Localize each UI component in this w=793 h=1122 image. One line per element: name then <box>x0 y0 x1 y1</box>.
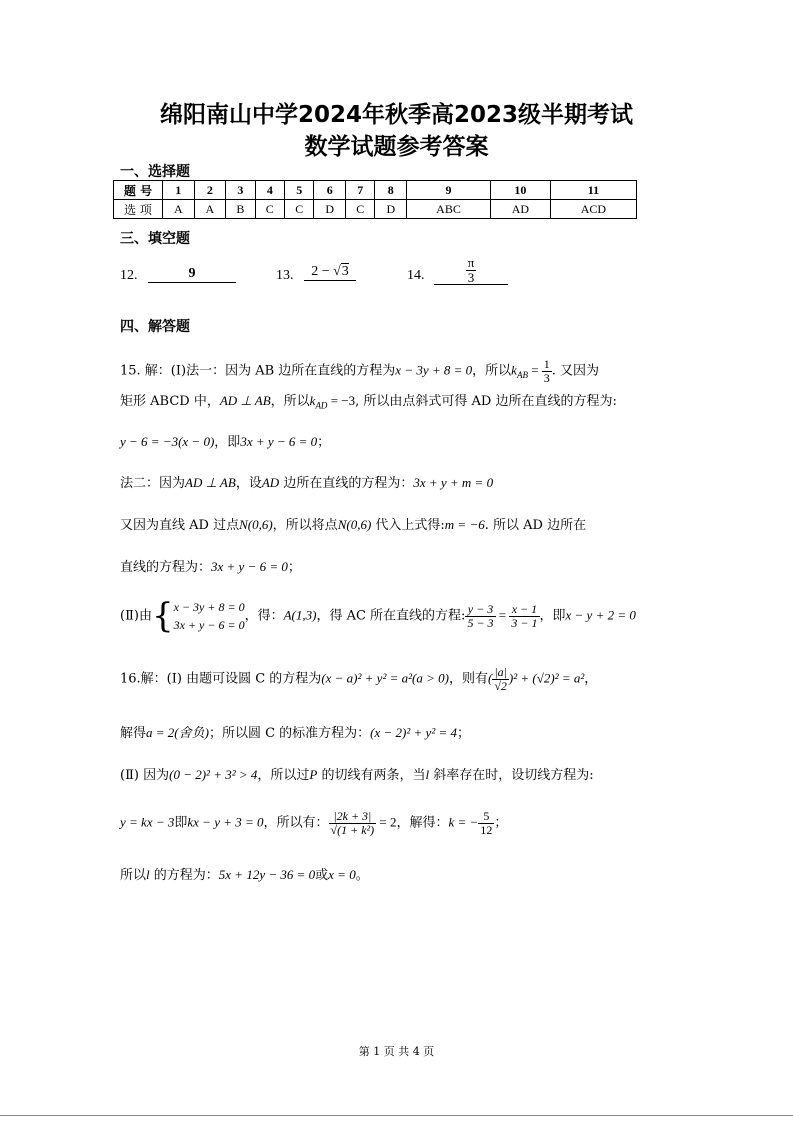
q15-frac-den: 5 − 3 <box>467 615 494 630</box>
q15-m-value: m = −6 <box>444 517 485 532</box>
q16-text: 所以 <box>120 868 147 883</box>
q16-text: ，所以过 <box>257 768 310 783</box>
q15-eq-ab: x − 3y + 8 = 0 <box>395 362 473 378</box>
q16-inequality: (0 − 2)² + 3² > 4 <box>169 767 258 782</box>
q15-frac-num: y − 3 <box>467 601 494 616</box>
q15-frac-den: 3 − 1 <box>511 615 538 630</box>
q16-text: 或 <box>315 868 329 883</box>
q15-line1 <box>120 358 599 384</box>
answer-cell: B <box>226 200 255 219</box>
question-number: 1 <box>163 181 195 200</box>
q15-text: ，所以 <box>472 363 512 379</box>
q15-text: ； <box>317 435 331 450</box>
q16-text: ； <box>494 815 508 831</box>
q15-line2 <box>120 390 617 411</box>
q16-expr: ( <box>487 670 493 686</box>
q16-text: ，则有 <box>448 671 488 687</box>
q15-frac-num: 1 <box>543 357 550 371</box>
q15-text: , 所以由点斜式可得 AD 边所在直线的方程为: <box>355 394 617 409</box>
q15-slope-subscript: AD <box>315 400 328 411</box>
q16-frac-den: √2 <box>494 678 507 693</box>
q15-line7 <box>120 598 636 634</box>
page-footer: 第 1 页 共 4 页 <box>358 1045 435 1058</box>
row-label-number: 题 号 <box>114 181 163 200</box>
q15-text: ，即 <box>214 435 241 450</box>
q15-point-slope-eq: y − 6 = −3(x − 0) <box>120 434 215 449</box>
q15-text: (Ⅱ)由 <box>120 608 152 624</box>
q16-line2 <box>120 722 470 741</box>
q15-text: ，所以将点 <box>272 518 338 533</box>
q16-frac-num: |2k + 3| <box>333 809 372 823</box>
q16-frac-den: 12 <box>480 822 493 837</box>
answer-cell: D <box>375 200 407 219</box>
q15-line5 <box>120 514 586 533</box>
answer-cell: A <box>163 200 195 219</box>
q16-line3 <box>120 764 594 783</box>
q15-text: ，设 <box>235 476 262 491</box>
system-brace: { <box>151 596 174 636</box>
q15-ad-eq: 3x + y − 6 = 0 <box>211 559 288 574</box>
q16-text: ，解得： <box>396 815 449 831</box>
q16-tangent-general: kx − y + 3 = 0 <box>187 814 264 830</box>
q13-answer: 2 − √3 <box>304 264 356 281</box>
q15-slope-symbol: k <box>309 393 316 408</box>
q15-system-eq1: x − 3y + 8 = 0 <box>173 600 245 614</box>
q16-text: 。 <box>355 868 369 883</box>
q16-text: 斜率存在时，设切线方程为: <box>429 768 594 783</box>
q15-ad-general-eq: 3x + y + m = 0 <box>413 475 494 490</box>
q12-answer: 9 <box>148 266 236 283</box>
q16-standard-eq: (x − 2)² + y² = 4 <box>370 725 457 740</box>
question-number: 10 <box>490 181 550 200</box>
q15-equals: = <box>495 607 510 623</box>
q14-label: 14. <box>407 268 425 283</box>
question-number: 6 <box>314 181 346 200</box>
answer-table-number-row <box>114 181 637 200</box>
q16-equals-two: = 2 <box>376 814 397 830</box>
answer-cell: C <box>346 200 375 219</box>
question-number: 2 <box>194 181 226 200</box>
q15-text: 又因为直线 AD 过点 <box>120 518 240 533</box>
q15-text: ，得 AC 所在直线的方程: <box>316 608 466 624</box>
q16-answer-eq1: 5x + 12y − 36 = 0 <box>218 867 316 882</box>
q16-text: 解得 <box>120 726 147 741</box>
answer-cell: AD <box>490 200 550 219</box>
q15-line6 <box>120 556 301 575</box>
q14-denominator: 3 <box>467 269 475 285</box>
q15-text: ，所以 <box>270 394 310 409</box>
question-number: 4 <box>255 181 284 200</box>
q15-line3 <box>120 431 330 450</box>
q16-line-l: l <box>425 767 430 782</box>
q15-text: 法二：因为 <box>120 476 186 491</box>
q16-frac-num: 5 <box>483 809 490 823</box>
q15-line4 <box>120 472 493 491</box>
section-heading-solutions: 四、解答题 <box>120 319 190 335</box>
q15-equals: = <box>527 362 542 378</box>
q15-text: 矩形 ABCD 中， <box>120 394 220 409</box>
answer-table-option-row <box>114 200 637 219</box>
page-bottom-rule <box>0 1115 793 1116</box>
q16-text: 16.解：(Ⅰ) 由题可设圆 C 的方程为 <box>120 671 322 687</box>
question-number: 9 <box>407 181 491 200</box>
answer-cell: ABC <box>407 200 491 219</box>
question-number: 5 <box>285 181 314 200</box>
question-number: 3 <box>226 181 255 200</box>
q15-ac-eq: x − y + 2 = 0 <box>565 607 636 623</box>
q16-line4 <box>120 810 507 836</box>
q12-label: 12. <box>120 268 138 283</box>
question-number: 7 <box>346 181 375 200</box>
q15-text: . 所以 AD 边所在 <box>484 518 587 533</box>
q15-point-a: A(1,3) <box>283 607 317 623</box>
q16-text: ， <box>584 671 598 687</box>
q16-tangent-eq: y = kx − 3 <box>120 814 175 830</box>
question-number: 8 <box>375 181 407 200</box>
section-heading-fill: 三、填空题 <box>120 231 190 247</box>
row-label-option: 选 项 <box>114 200 163 219</box>
q15-point-n: N(0,6) <box>337 517 372 532</box>
q14-answer <box>434 256 508 285</box>
q15-text: 15. 解：(Ⅰ)法一：因为 AB 边所在直线的方程为 <box>120 363 396 379</box>
q16-text: 的方程为： <box>149 868 219 883</box>
q16-line-l: l <box>146 867 150 882</box>
answer-cell: C <box>285 200 314 219</box>
answer-cell: C <box>255 200 284 219</box>
answer-cell: A <box>194 200 226 219</box>
q16-text: ；所以圆 C 的标准方程为： <box>208 726 371 741</box>
q16-k-label: k = − <box>448 814 479 830</box>
q15-perp: AD ⊥ AB <box>185 475 236 490</box>
q16-a-value: a = 2(舍负) <box>146 725 209 740</box>
q14-numerator: π <box>467 255 475 270</box>
q13-answer-radicand: 3 <box>341 264 349 279</box>
q15-slope-value: = −3 <box>327 393 356 408</box>
q16-expr: )² + (√2)² = a² <box>508 670 585 686</box>
q16-frac-num: |a| <box>494 665 507 679</box>
q15-slope-subscript: AB <box>516 370 528 381</box>
q15-perp: AD ⊥ AB <box>219 393 271 408</box>
q15-text: 直线的方程为： <box>120 560 212 575</box>
question-number: 11 <box>550 181 636 200</box>
q15-system-eq2: 3x + y − 6 = 0 <box>173 618 245 632</box>
document-title-line1: 绵阳南山中学2024年秋季高2023级半期考试 <box>159 102 634 128</box>
q15-text: ； <box>287 560 301 575</box>
q15-ad: AD <box>261 475 280 490</box>
q16-text: (Ⅱ) 因为 <box>120 768 170 783</box>
q16-answer-eq2: x = 0 <box>328 867 356 882</box>
q16-text: ； <box>456 726 470 741</box>
q15-text: 代入上式得: <box>371 518 445 533</box>
q15-text: ，得： <box>244 608 284 624</box>
q16-circle-eq: (x − a)² + y² = a²(a > 0) <box>321 670 449 686</box>
q15-frac-num: x − 1 <box>511 601 538 616</box>
section-heading-choice: 一、选择题 <box>120 164 190 180</box>
q13-label: 13. <box>276 268 294 283</box>
answer-cell: ACD <box>550 200 636 219</box>
answer-cell: D <box>314 200 346 219</box>
document-title-line2: 数学试题参考答案 <box>304 134 489 160</box>
q15-ad-eq: 3x + y − 6 = 0 <box>240 434 318 449</box>
q16-text: 即 <box>174 815 188 831</box>
q16-line1 <box>120 666 597 692</box>
q16-line5 <box>120 864 369 883</box>
q15-frac-den: 3 <box>543 370 550 385</box>
q13-answer-part: 2 − <box>311 264 334 279</box>
q16-text: ，所以有： <box>263 815 329 831</box>
q15-text: ，即 <box>539 608 566 624</box>
q16-frac-den: √(1 + k²) <box>330 822 375 837</box>
q15-point-n: N(0,6) <box>239 517 273 532</box>
q15-text: 边所在直线的方程为： <box>279 476 414 491</box>
answer-table <box>113 180 637 219</box>
q16-text: 的切线有两条，当 <box>317 768 426 783</box>
q15-text: . 又因为 <box>551 363 600 379</box>
q16-point-p: P <box>309 767 318 782</box>
q15-slope-symbol: k <box>511 362 517 378</box>
